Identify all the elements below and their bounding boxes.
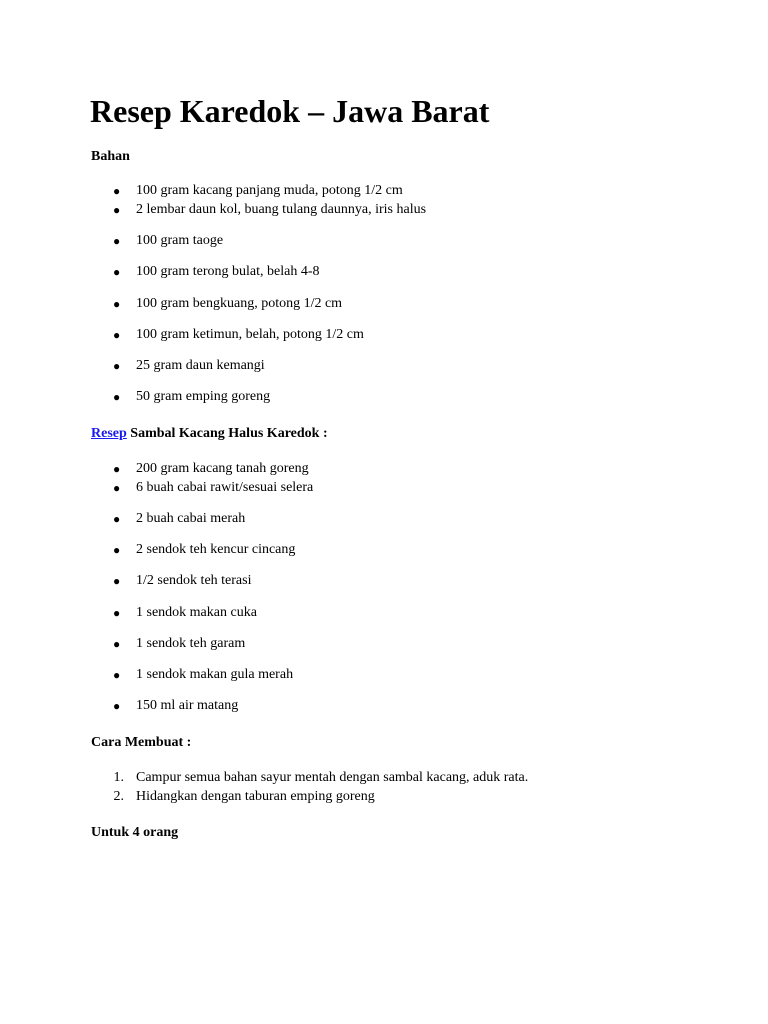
list-item-text: 200 gram kacang tanah goreng <box>136 461 309 476</box>
list-item-text: 25 gram daun kemangi <box>136 358 265 373</box>
list-item-text: 100 gram taoge <box>136 233 224 248</box>
bullet-icon: ● <box>113 462 121 476</box>
list-item-text: 100 gram kacang panjang muda, potong 1/2 cm <box>136 183 403 198</box>
sambal-heading <box>91 425 328 443</box>
bullet-icon: ● <box>113 297 121 311</box>
list-item-text: 100 gram terong bulat, belah 4-8 <box>136 264 320 279</box>
bahan-heading: Bahan <box>91 149 130 164</box>
bullet-icon: ● <box>113 699 121 713</box>
serving-note: Untuk 4 orang <box>91 825 179 840</box>
step-number: 2. <box>113 789 124 804</box>
list-item-text: 100 gram ketimun, belah, potong 1/2 cm <box>136 327 364 342</box>
list-item-text: 6 buah cabai rawit/sesuai selera <box>136 480 314 495</box>
bullet-icon: ● <box>113 328 121 342</box>
list-item-text: 2 sendok teh kencur cincang <box>136 542 296 557</box>
bullet-icon: ● <box>113 543 121 557</box>
list-item-text: 2 lembar daun kol, buang tulang daunnya, iris halus <box>136 202 427 217</box>
list-item-text: 1 sendok makan cuka <box>136 605 257 620</box>
list-item-text: 100 gram bengkuang, potong 1/2 cm <box>136 296 343 311</box>
bullet-icon: ● <box>113 637 121 651</box>
list-item-text: 1/2 sendok teh terasi <box>136 573 252 588</box>
bullet-icon: ● <box>113 390 121 404</box>
list-item-text: Campur semua bahan sayur mentah dengan sambal kacang, aduk rata. <box>136 770 529 785</box>
bullet-icon: ● <box>113 184 121 198</box>
resep-link[interactable]: Resep <box>91 426 127 441</box>
step-number: 1. <box>113 770 124 785</box>
sambal-heading-text: Sambal Kacang Halus Karedok : <box>126 426 328 441</box>
bullet-icon: ● <box>113 234 121 248</box>
bullet-icon: ● <box>113 512 121 526</box>
bullet-icon: ● <box>113 359 121 373</box>
list-item-text: Hidangkan dengan taburan emping goreng <box>136 789 375 804</box>
list-item-text: 1 sendok teh garam <box>136 636 246 651</box>
list-item-text: 150 ml air matang <box>136 698 239 713</box>
bullet-icon: ● <box>113 203 121 217</box>
list-item-text: 50 gram emping goreng <box>136 389 271 404</box>
bullet-icon: ● <box>113 606 121 620</box>
list-item-text: 2 buah cabai merah <box>136 511 246 526</box>
list-item-text: 1 sendok makan gula merah <box>136 667 294 682</box>
bullet-icon: ● <box>113 668 121 682</box>
bullet-icon: ● <box>113 574 121 588</box>
bullet-icon: ● <box>113 265 121 279</box>
cara-heading: Cara Membuat : <box>91 735 192 750</box>
bullet-icon: ● <box>113 481 121 495</box>
page-title: Resep Karedok – Jawa Barat <box>90 93 490 129</box>
